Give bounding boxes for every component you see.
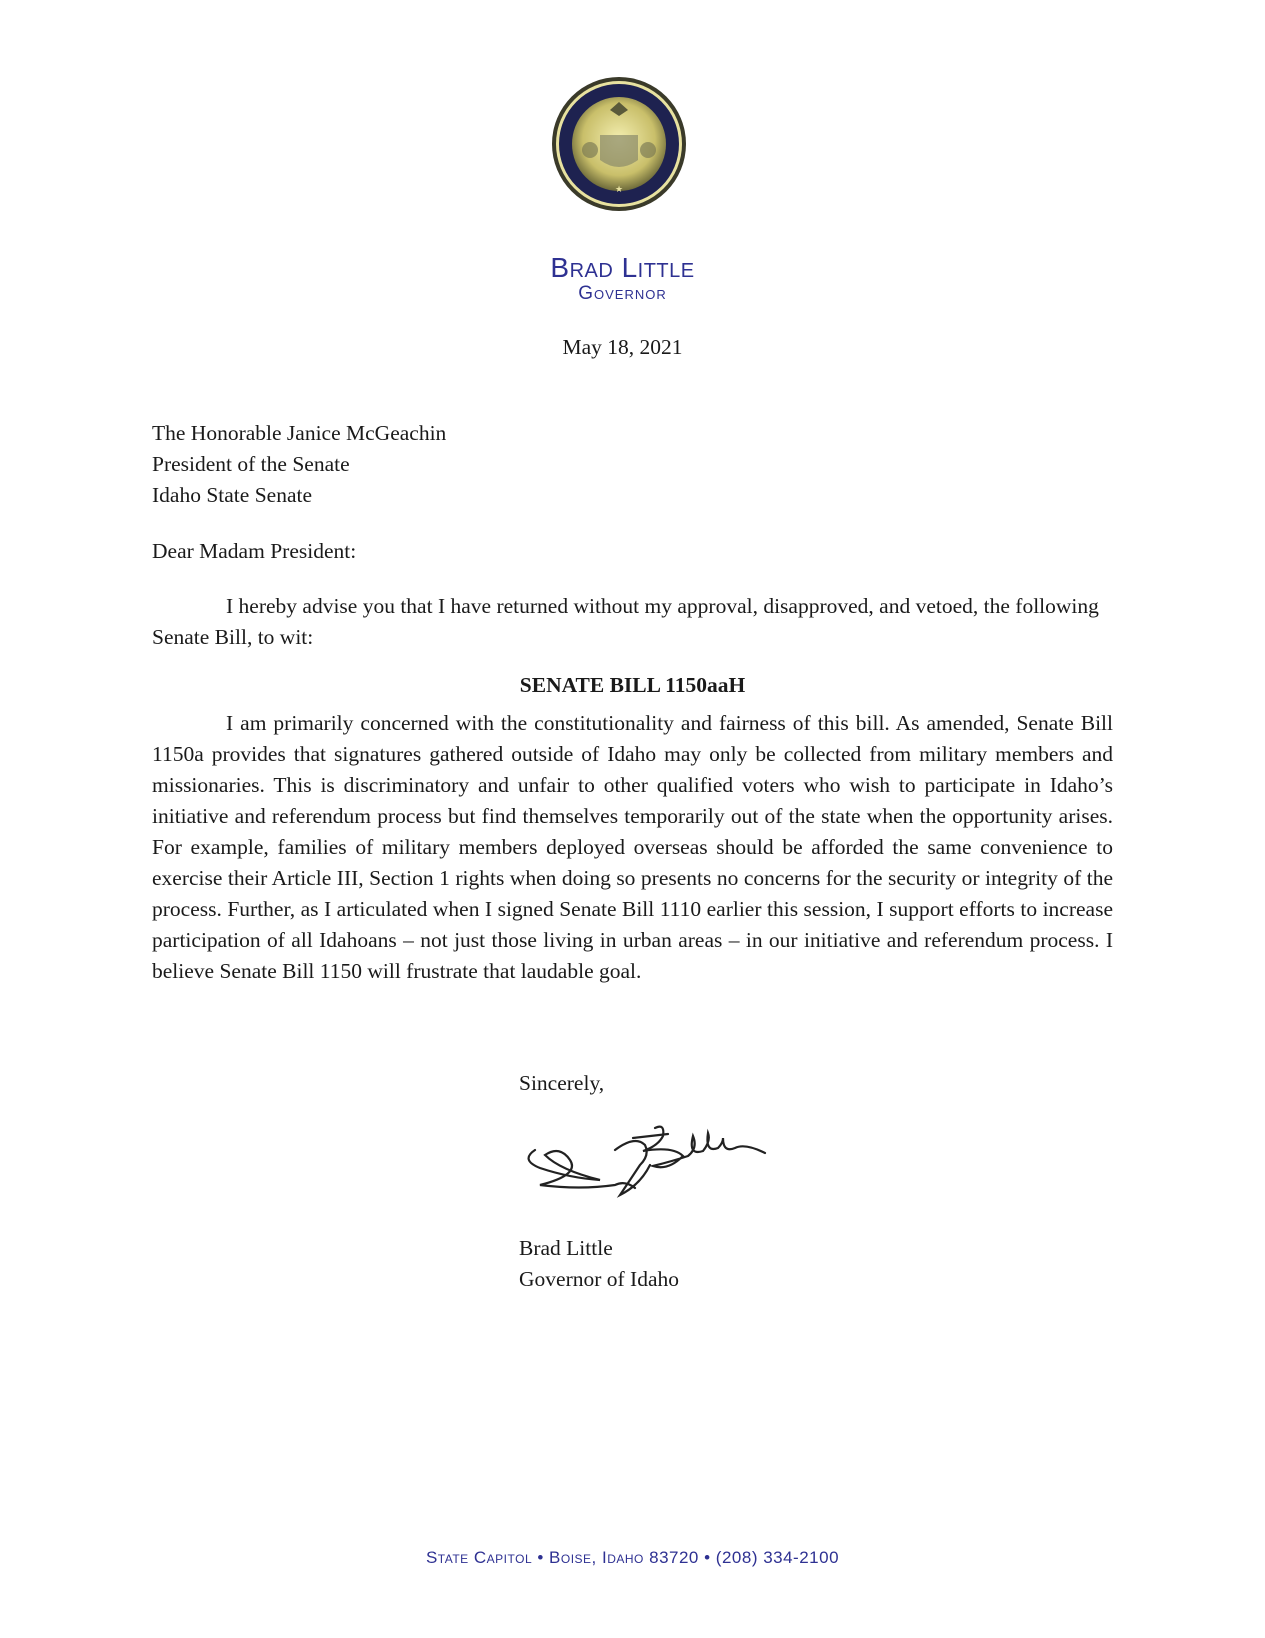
bill-heading: SENATE BILL 1150aaH (519, 673, 746, 697)
signer-name: Brad Little (519, 1236, 613, 1260)
signature (515, 1120, 845, 1210)
state-seal (550, 75, 688, 213)
svg-text:★: ★ (614, 184, 624, 194)
salutation: Dear Madam President: (152, 539, 357, 563)
footer-address: State Capitol • Boise, Idaho 83720 • (208) 334-2100 (425, 1548, 840, 1567)
governor-title-letterhead: Governor (578, 283, 667, 304)
recipient-address (152, 418, 446, 511)
signer-title: Governor of Idaho (519, 1267, 680, 1291)
closing: Sincerely, (519, 1071, 605, 1095)
recipient-name: The Honorable Janice McGeachin (152, 421, 447, 445)
signer-block (519, 1233, 679, 1295)
recipient-organization: Idaho State Senate (152, 483, 313, 507)
recipient-title: President of the Senate (152, 452, 350, 476)
governor-name-letterhead: Brad Little (550, 252, 695, 283)
body-paragraph: I am primarily concerned with the constitutionality and fairness of this bill. As amended, Senate Bill 1150a provides that signatures gathered outside of Idaho may only be collected from military members and missionaries. This is discriminatory and unfair to other qualified voters who wish to participate in Idaho’s initiative and referendum process but find themselves temporarily out of the state when the opportunity arises. For example, families of military members deployed overseas should be afforded the same convenience to exercise their Article III, Section 1 rights when doing so presents no concerns for the security or integrity of the process. Further, as I articulated when I signed Senate Bill 1110 earlier this session, I support efforts to increase participation of all Idahoans – not just those living in urban areas – in our initiative and referendum process. I believe Senate Bill 1150 will frustrate that laudable goal. (152, 711, 1113, 983)
intro-paragraph: I hereby advise you that I have returned without my approval, disapproved, and vetoed, the following Senate Bill, to wit: (152, 594, 1099, 649)
letter-date: May 18, 2021 (562, 335, 683, 359)
